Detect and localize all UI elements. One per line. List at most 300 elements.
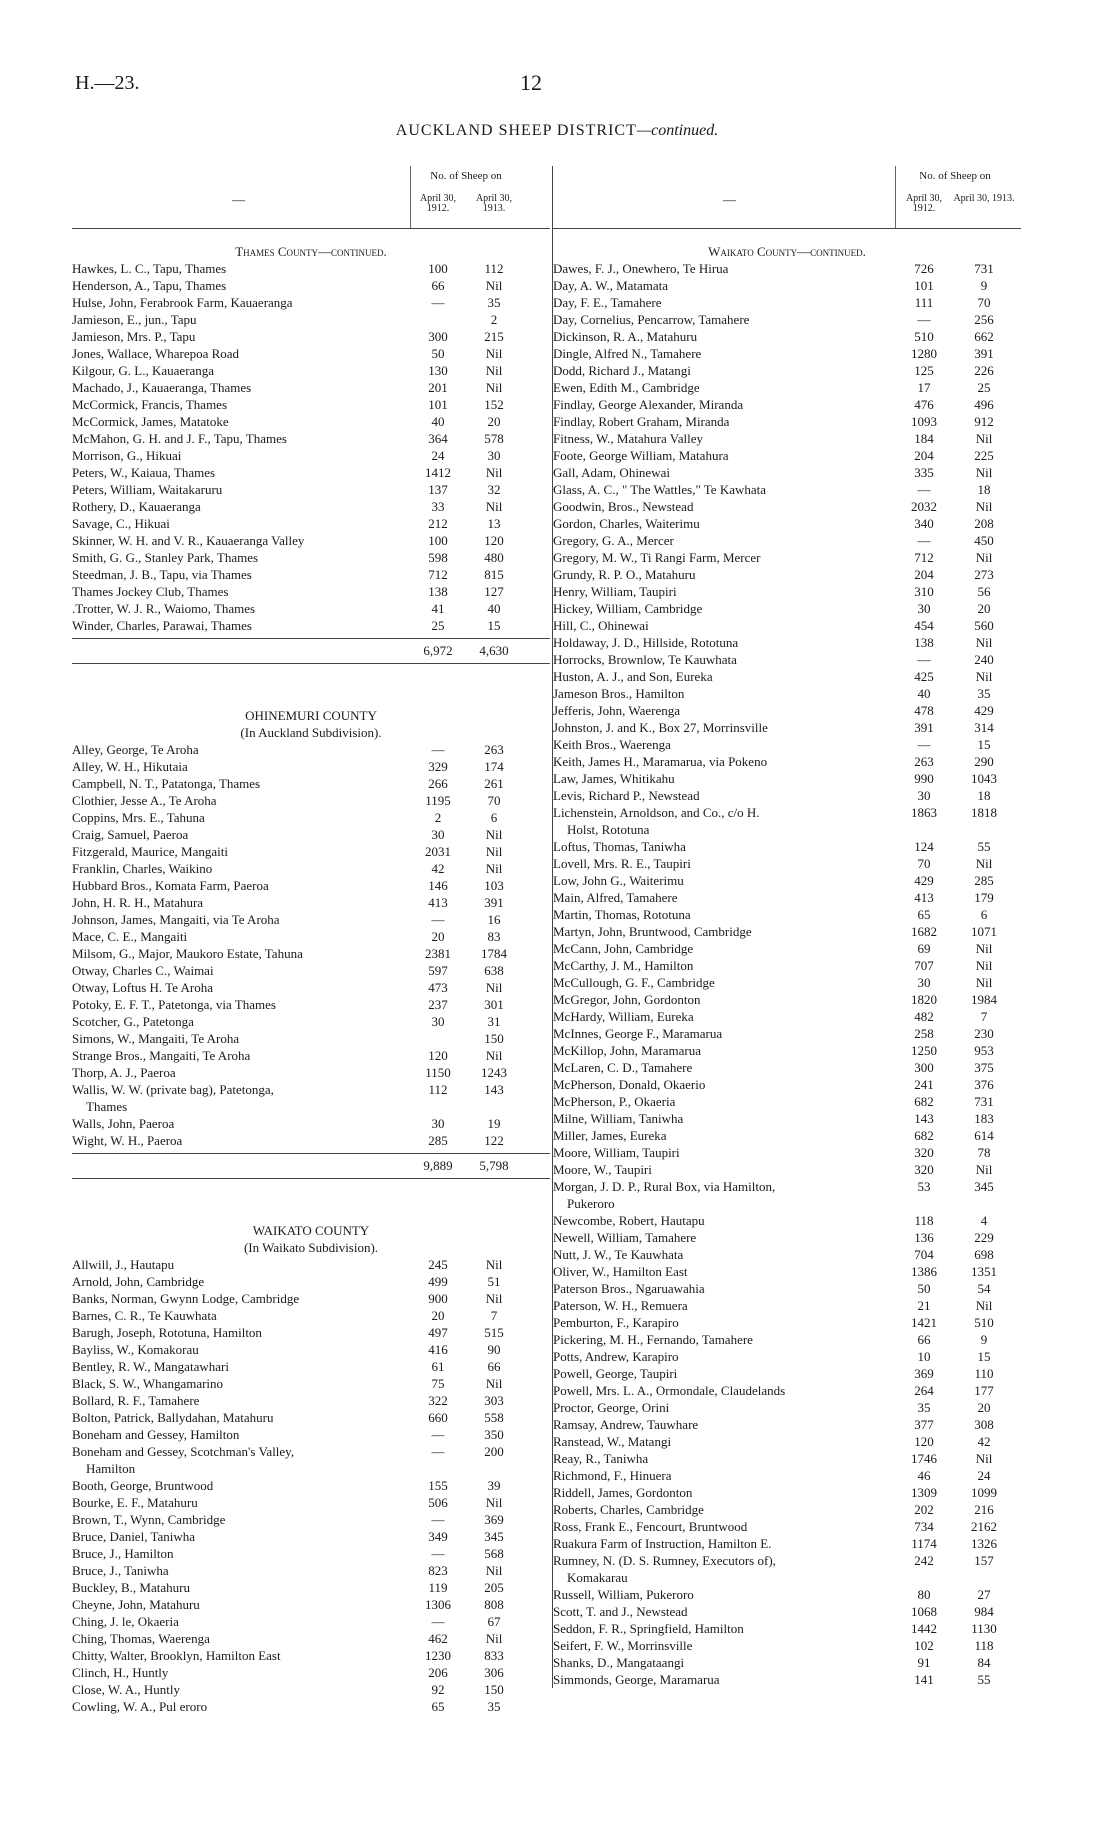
- header-dash: —: [232, 192, 245, 207]
- table-row: [553, 991, 1021, 1008]
- sheep-1912: 120: [914, 1434, 934, 1449]
- owner-name: Peters, William, Waitakaruru: [72, 482, 223, 497]
- sheep-1912: 21: [917, 1298, 931, 1313]
- sheep-1913: 9: [980, 1332, 988, 1347]
- sheep-1912: 46: [917, 1468, 931, 1483]
- table-row: [72, 1647, 550, 1664]
- table-row: [553, 1535, 1021, 1552]
- sheep-1913: 67: [487, 1614, 501, 1629]
- table-row: [553, 481, 1021, 498]
- table-row: [72, 792, 550, 809]
- owner-name: Grundy, R. P. O., Matahuru: [553, 567, 696, 582]
- sheep-1913: 984: [974, 1604, 994, 1619]
- sheep-1913: Nil: [975, 941, 993, 956]
- table-row: [553, 1382, 1021, 1399]
- table-row: [553, 804, 1021, 821]
- sheep-1913: 376: [974, 1077, 994, 1092]
- sheep-1912: 137: [428, 482, 448, 497]
- sheep-1912: 712: [428, 567, 448, 582]
- table-row: [553, 1331, 1021, 1348]
- sheep-1912: 101: [428, 397, 448, 412]
- owner-name: Hickey, William, Cambridge: [553, 601, 703, 616]
- table-row: [72, 549, 550, 566]
- table-row: [72, 328, 550, 345]
- owner-name: Henry, William, Taupiri: [553, 584, 677, 599]
- sheep-1912: —: [917, 482, 931, 497]
- sheep-1913: Nil: [975, 669, 993, 684]
- sheep-1912: 201: [428, 380, 448, 395]
- table-row: [553, 362, 1021, 379]
- table-row: [553, 1297, 1021, 1314]
- owner-name: Winder, Charles, Parawai, Thames: [72, 618, 252, 633]
- table-row: [72, 741, 550, 758]
- table-row: [72, 775, 550, 792]
- sheep-1912: 184: [914, 431, 934, 446]
- sheep-1913: 815: [484, 567, 504, 582]
- sheep-1912: 1412: [425, 465, 451, 480]
- owner-name: Ramsay, Andrew, Tauwhare: [553, 1417, 699, 1432]
- owner-name: Hill, C., Ohinewai: [553, 618, 649, 633]
- total-row: [72, 638, 550, 664]
- sheep-1912: 155: [428, 1478, 448, 1493]
- header-col-1912: April 30, 1912.: [419, 193, 457, 214]
- sheep-1913: Nil: [485, 1563, 503, 1578]
- sheep-1912: 1150: [425, 1065, 451, 1080]
- owner-name: Paterson, W. H., Remuera: [553, 1298, 688, 1313]
- table-row: [553, 1280, 1021, 1297]
- sheep-1913: 263: [484, 742, 504, 757]
- sheep-1912: 429: [914, 873, 934, 888]
- total-1913: 5,798: [479, 1158, 509, 1173]
- owner-name: McPherson, P., Okaeria: [553, 1094, 676, 1109]
- sheep-1913: 314: [974, 720, 994, 735]
- table-row: [72, 532, 550, 549]
- table-row: [553, 1059, 1021, 1076]
- table-row: [72, 1115, 550, 1132]
- sheep-1912: 598: [428, 550, 448, 565]
- sheep-1912: 473: [428, 980, 448, 995]
- table-row: [72, 758, 550, 775]
- sheep-1912: 1442: [911, 1621, 937, 1636]
- table-row: [72, 1392, 550, 1409]
- sheep-1912: —: [431, 1444, 445, 1459]
- header-dash: —: [723, 192, 736, 207]
- right-rows: [553, 229, 1021, 1688]
- table-row: [553, 940, 1021, 957]
- sheep-1913: 55: [977, 1672, 991, 1687]
- table-row: [553, 1110, 1021, 1127]
- sheep-1912: 50: [431, 346, 445, 361]
- owner-name: Henderson, A., Tapu, Thames: [72, 278, 227, 293]
- sheep-1913: 369: [484, 1512, 504, 1527]
- owner-name: Miller, James, Eureka: [553, 1128, 667, 1143]
- sheep-1913: 1784: [481, 946, 507, 961]
- owner-name: Clinch, H., Huntly: [72, 1665, 169, 1680]
- sheep-1913: 20: [977, 1400, 991, 1415]
- sheep-1912: 1386: [911, 1264, 937, 1279]
- table-row: [72, 1358, 550, 1375]
- owner-name: Smith, G. G., Stanley Park, Thames: [72, 550, 259, 565]
- sheep-1913: 179: [974, 890, 994, 905]
- sheep-1913: 56: [977, 584, 991, 599]
- table-row: [553, 260, 1021, 277]
- owner-name: Nutt, J. W., Te Kauwhata: [553, 1247, 684, 1262]
- owner-name: Black, S. W., Whangamarino: [72, 1376, 224, 1391]
- sheep-1913: Nil: [485, 363, 503, 378]
- owner-name: Reay, R., Taniwha: [553, 1451, 649, 1466]
- sheep-1913: 16: [487, 912, 501, 927]
- sheep-1913: 225: [974, 448, 994, 463]
- table-row: [553, 277, 1021, 294]
- section-subheading: (In Waikato Subdivision).: [243, 1240, 379, 1255]
- sheep-1912: —: [431, 1614, 445, 1629]
- sheep-1912: —: [431, 1512, 445, 1527]
- table-row: [72, 962, 550, 979]
- owner-name: Ewen, Edith M., Cambridge: [553, 380, 700, 395]
- owner-name: Steedman, J. B., Tapu, via Thames: [72, 567, 252, 582]
- owner-name: Mace, C. E., Mangaiti: [72, 929, 188, 944]
- left-rows: [72, 229, 550, 1715]
- owner-name: Russell, William, Pukeroro: [553, 1587, 694, 1602]
- sheep-1912: 212: [428, 516, 448, 531]
- left-column-table: [72, 166, 550, 1715]
- sheep-1912: 242: [914, 1553, 934, 1568]
- sheep-1912: 42: [431, 861, 445, 876]
- sheep-1913: 230: [974, 1026, 994, 1041]
- table-row: [553, 1399, 1021, 1416]
- table-row: [72, 1477, 550, 1494]
- section-heading: Thames County—continued.: [235, 244, 387, 259]
- table-row: [553, 1433, 1021, 1450]
- table-row: [72, 379, 550, 396]
- sheep-1912: 206: [428, 1665, 448, 1680]
- header-col-1913: April 30, 1913.: [475, 193, 513, 214]
- sheep-1912: 65: [431, 1699, 445, 1714]
- header-group-label: No. of Sheep on: [919, 170, 991, 182]
- sheep-1913: 39: [487, 1478, 501, 1493]
- owner-name: Fitness, W., Matahura Valley: [553, 431, 703, 446]
- table-row: [553, 430, 1021, 447]
- sheep-1913: 698: [974, 1247, 994, 1262]
- owner-name: Shanks, D., Mangataangi: [553, 1655, 685, 1670]
- table-row: [553, 1518, 1021, 1535]
- sheep-1913: Nil: [975, 635, 993, 650]
- owner-name: McGregor, John, Gordonton: [553, 992, 701, 1007]
- sheep-1912: 391: [914, 720, 934, 735]
- sheep-1912: 2381: [425, 946, 451, 961]
- table-row-continuation: [553, 1195, 1021, 1212]
- table-row: [72, 1698, 550, 1715]
- sheep-1913: 391: [974, 346, 994, 361]
- table-row: [553, 1552, 1021, 1569]
- sheep-1913: 1326: [971, 1536, 997, 1551]
- table-row: [553, 396, 1021, 413]
- sheep-1913: 18: [977, 482, 991, 497]
- table-row: [72, 1081, 550, 1098]
- sheep-1912: —: [431, 1427, 445, 1442]
- sheep-1912: 300: [428, 329, 448, 344]
- sheep-1913: 152: [484, 397, 504, 412]
- sheep-1913: 20: [487, 414, 501, 429]
- sheep-1913: 308: [974, 1417, 994, 1432]
- sheep-1913: 2: [490, 312, 498, 327]
- table-row: [72, 362, 550, 379]
- table-row: [553, 923, 1021, 940]
- sheep-1913: Nil: [485, 861, 503, 876]
- table-row: [553, 1161, 1021, 1178]
- sheep-1912: 138: [914, 635, 934, 650]
- owner-name: Morgan, J. D. P., Rural Box, via Hamilton,: [553, 1179, 776, 1194]
- sheep-1913: 731: [974, 1094, 994, 1109]
- sheep-1913: 833: [484, 1648, 504, 1663]
- owner-name: Komakarau: [567, 1570, 628, 1585]
- sheep-1912: 497: [428, 1325, 448, 1340]
- sheep-1912: 310: [914, 584, 934, 599]
- sheep-1913: 1043: [971, 771, 997, 786]
- sheep-1913: 30: [487, 448, 501, 463]
- owner-name: Scotcher, G., Patetonga: [72, 1014, 194, 1029]
- owner-name: Gall, Adam, Ohinewai: [553, 465, 670, 480]
- table-row: [553, 1365, 1021, 1382]
- sheep-1912: 30: [917, 975, 931, 990]
- owner-name: Ching, J. le, Okaeria: [72, 1614, 179, 1629]
- sheep-1913: 118: [974, 1638, 994, 1653]
- sheep-1912: 124: [914, 839, 934, 854]
- owner-name: Jones, Wallace, Wharepoa Road: [72, 346, 240, 361]
- sheep-1912: 322: [428, 1393, 448, 1408]
- sheep-1913: 638: [484, 963, 504, 978]
- sheep-1913: 510: [974, 1315, 994, 1330]
- table-row: [553, 787, 1021, 804]
- owner-name: Paterson Bros., Ngaruawahia: [553, 1281, 705, 1296]
- table-row: [553, 889, 1021, 906]
- sheep-1912: 1309: [911, 1485, 937, 1500]
- owner-name: Bollard, R. F., Tamahere: [72, 1393, 200, 1408]
- owner-name: Wallis, W. W. (private bag), Patetonga,: [72, 1082, 274, 1097]
- owner-name: Bolton, Patrick, Ballydahan, Matahuru: [72, 1410, 274, 1425]
- table-row: [72, 600, 550, 617]
- sheep-1913: 20: [977, 601, 991, 616]
- owner-name: McCormick, Francis, Thames: [72, 397, 228, 412]
- table-row: [72, 1047, 550, 1064]
- sheep-1912: —: [431, 742, 445, 757]
- sheep-1913: 1071: [971, 924, 997, 939]
- owner-name: Pickering, M. H., Fernando, Tamahere: [553, 1332, 753, 1347]
- owner-name: Moore, William, Taupiri: [553, 1145, 680, 1160]
- sheep-1913: 18: [977, 788, 991, 803]
- sheep-1913: Nil: [485, 1376, 503, 1391]
- owner-name: McMahon, G. H. and J. F., Tapu, Thames: [72, 431, 287, 446]
- sheep-1913: Nil: [485, 1291, 503, 1306]
- table-row: [553, 719, 1021, 736]
- sheep-1912: 712: [914, 550, 934, 565]
- sheep-1912: 66: [431, 278, 445, 293]
- table-row: [553, 1620, 1021, 1637]
- owner-name: Ruakura Farm of Instruction, Hamilton E.: [553, 1536, 772, 1551]
- sheep-1913: 31: [487, 1014, 501, 1029]
- table-row: [72, 1528, 550, 1545]
- owner-name: Hawkes, L. C., Tapu, Thames: [72, 261, 227, 276]
- owner-name: Gregory, M. W., Ti Rangi Farm, Mercer: [553, 550, 761, 565]
- table-row: [553, 1025, 1021, 1042]
- sheep-1913: 568: [484, 1546, 504, 1561]
- table-row: [72, 481, 550, 498]
- table-row: [553, 634, 1021, 651]
- sheep-1913: 515: [484, 1325, 504, 1340]
- sheep-1912: 111: [914, 295, 934, 310]
- sheep-1912: [895, 1195, 953, 1212]
- sheep-1912: 478: [914, 703, 934, 718]
- sheep-1912: 61: [431, 1359, 445, 1374]
- owner-name: Foote, George William, Matahura: [553, 448, 729, 463]
- owner-name: Kilgour, G. L., Kauaeranga: [72, 363, 215, 378]
- sheep-1913: 183: [974, 1111, 994, 1126]
- sheep-1912: 1306: [425, 1597, 451, 1612]
- owner-name: Loftus, Thomas, Taniwha: [553, 839, 686, 854]
- page-ref: H.—23.: [75, 72, 140, 94]
- sheep-1913: 15: [487, 618, 501, 633]
- owner-name: Ching, Thomas, Waerenga: [72, 1631, 210, 1646]
- sheep-1912: 30: [431, 827, 445, 842]
- table-row: [553, 532, 1021, 549]
- owner-name: Clothier, Jesse A., Te Aroha: [72, 793, 217, 808]
- sheep-1912: 682: [914, 1128, 934, 1143]
- table-row: [72, 877, 550, 894]
- owner-name: Cheyne, John, Matahuru: [72, 1597, 200, 1612]
- owner-name: Newell, William, Tamahere: [553, 1230, 697, 1245]
- table-row: [72, 498, 550, 515]
- owner-name: Peters, W., Kaiaua, Thames: [72, 465, 216, 480]
- owner-name: Findlay, Robert Graham, Miranda: [553, 414, 730, 429]
- sheep-1913: 240: [974, 652, 994, 667]
- owner-name: Gregory, G. A., Mercer: [553, 533, 674, 548]
- sheep-1913: 15: [977, 737, 991, 752]
- table-row: [72, 1664, 550, 1681]
- section-heading: WAIKATO COUNTY: [252, 1223, 370, 1238]
- sheep-1912: [410, 1460, 466, 1477]
- sheep-1913: 345: [974, 1179, 994, 1194]
- sheep-1913: 662: [974, 329, 994, 344]
- sheep-1912: 990: [914, 771, 934, 786]
- sheep-1913: Nil: [485, 827, 503, 842]
- total-row: [72, 1153, 550, 1179]
- total-1912: 6,972: [423, 643, 453, 658]
- table-row: [72, 464, 550, 481]
- table-row: [72, 1341, 550, 1358]
- table-row: [553, 1416, 1021, 1433]
- sheep-1912: 112: [428, 1082, 448, 1097]
- section-subheading: (In Auckland Subdivision).: [240, 725, 382, 740]
- sheep-1912: 506: [428, 1495, 448, 1510]
- sheep-1912: 2: [434, 810, 442, 825]
- sheep-1912: 141: [914, 1672, 934, 1687]
- owner-name: Morrison, G., Hikuai: [72, 448, 182, 463]
- table-row: [553, 753, 1021, 770]
- table-row: [553, 1603, 1021, 1620]
- owner-name: Barnes, C. R., Te Kauwhata: [72, 1308, 217, 1323]
- sheep-1913: 215: [484, 329, 504, 344]
- sheep-1912: 1230: [425, 1648, 451, 1663]
- sheep-1912: 320: [914, 1162, 934, 1177]
- sheep-1913: 66: [487, 1359, 501, 1374]
- table-row: [72, 1064, 550, 1081]
- sheep-1913: Nil: [485, 980, 503, 995]
- sheep-1913: 1243: [481, 1065, 507, 1080]
- sheep-1913: 150: [484, 1031, 504, 1046]
- sheep-1913: [466, 1098, 522, 1115]
- sheep-1913: 32: [487, 482, 501, 497]
- owner-name: Barugh, Joseph, Rototuna, Hamilton: [72, 1325, 262, 1340]
- table-row: [72, 1511, 550, 1528]
- sheep-1913: 6: [490, 810, 498, 825]
- sheep-1912: 454: [914, 618, 934, 633]
- owner-name: Coppins, Mrs. E., Tahuna: [72, 810, 205, 825]
- table-row: [553, 1586, 1021, 1603]
- table-row: [72, 996, 550, 1013]
- owner-name: Findlay, George Alexander, Miranda: [553, 397, 744, 412]
- sheep-1912: [410, 1030, 466, 1047]
- owner-name: Boneham and Gessey, Hamilton: [72, 1427, 240, 1442]
- owner-name: Hulse, John, Ferabrook Farm, Kauaeranga: [72, 295, 293, 310]
- sheep-1912: 138: [428, 584, 448, 599]
- sheep-1913: 429: [974, 703, 994, 718]
- owner-name: Wight, W. H., Paeroa: [72, 1133, 183, 1148]
- sheep-1912: 91: [917, 1655, 931, 1670]
- page-number: 12: [520, 70, 542, 95]
- sheep-1913: [953, 1195, 1015, 1212]
- table-header: [553, 166, 1021, 229]
- table-row: [553, 1246, 1021, 1263]
- sheep-1912: 125: [914, 363, 934, 378]
- table-row: [72, 809, 550, 826]
- sheep-1913: 177: [974, 1383, 994, 1398]
- owner-name: Walls, John, Paeroa: [72, 1116, 175, 1131]
- table-row: [72, 447, 550, 464]
- sheep-1913: 40: [487, 601, 501, 616]
- owner-name: Bruce, Daniel, Taniwha: [72, 1529, 196, 1544]
- sheep-1912: 53: [917, 1179, 931, 1194]
- sheep-1912: 204: [914, 448, 934, 463]
- table-row: [553, 1484, 1021, 1501]
- owner-name: Newcombe, Robert, Hautapu: [553, 1213, 705, 1228]
- owner-name: Strange Bros., Mangaiti, Te Aroha: [72, 1048, 251, 1063]
- sheep-1913: 90: [487, 1342, 501, 1357]
- sheep-1912: 100: [428, 533, 448, 548]
- sheep-1912: 329: [428, 759, 448, 774]
- sheep-1912: 204: [914, 567, 934, 582]
- table-row: [553, 1229, 1021, 1246]
- table-row: [553, 1450, 1021, 1467]
- sheep-1912: 136: [914, 1230, 934, 1245]
- sheep-1912: 241: [914, 1077, 934, 1092]
- table-row: [72, 430, 550, 447]
- table-row: [553, 379, 1021, 396]
- owner-name: McPherson, Donald, Okaerio: [553, 1077, 706, 1092]
- owner-name: Ross, Frank E., Fencourt, Bruntwood: [553, 1519, 748, 1534]
- owner-name: Powell, Mrs. L. A., Ormondale, Claudelands: [553, 1383, 786, 1398]
- sheep-1912: 425: [914, 669, 934, 684]
- owner-name: Johnston, J. and K., Box 27, Morrinsville: [553, 720, 768, 735]
- owner-name: Brown, T., Wynn, Cambridge: [72, 1512, 226, 1527]
- table-row: [72, 1409, 550, 1426]
- table-row: [553, 311, 1021, 328]
- owner-name: Close, W. A., Huntly: [72, 1682, 180, 1697]
- sheep-1913: 200: [484, 1444, 504, 1459]
- owner-name: Thames: [86, 1099, 128, 1114]
- owner-name: Jamieson, Mrs. P., Tapu: [72, 329, 196, 344]
- table-row: [72, 277, 550, 294]
- owner-name: Rothery, D., Kauaeranga: [72, 499, 201, 514]
